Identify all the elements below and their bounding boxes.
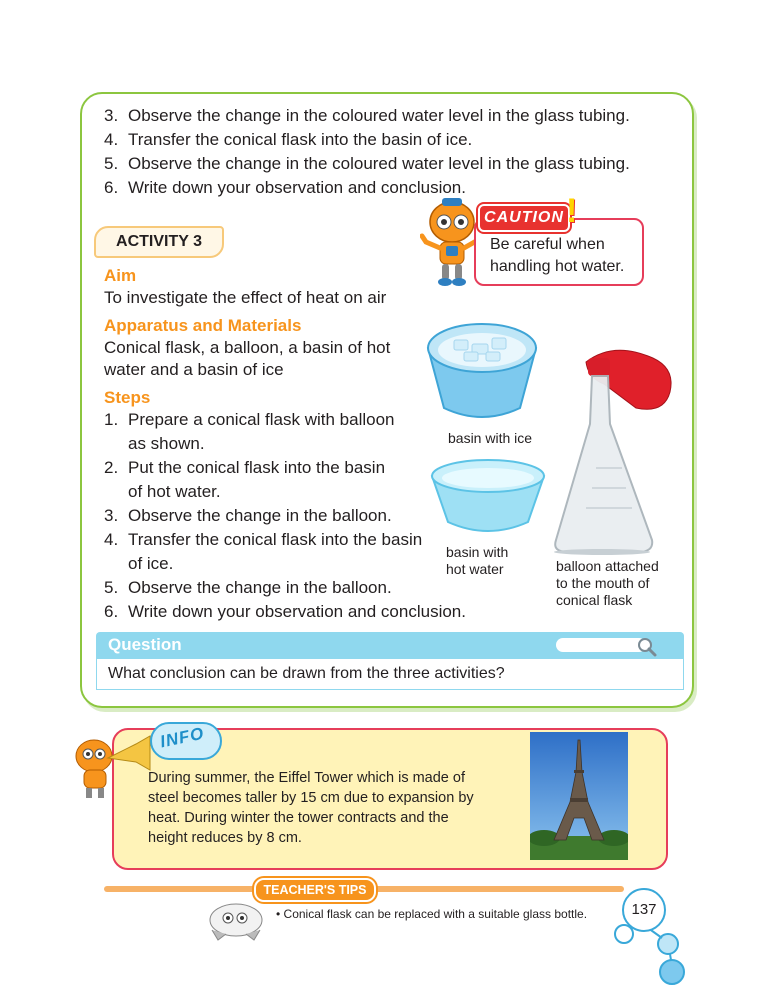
eiffel-tower-photo — [530, 732, 628, 860]
list-item: 4. Transfer the conical flask into the basin of ice. — [104, 130, 473, 149]
steps-list — [104, 408, 466, 624]
question-label: Question — [108, 635, 182, 654]
conical-flask-image — [552, 348, 684, 556]
question-text: What conclusion can be drawn from the three activities? — [108, 665, 505, 682]
caution-text: Be careful when handling hot water. — [490, 236, 625, 275]
aim-text: To investigate the effect of heat on air — [104, 288, 387, 307]
flask-caption: balloon attached to the mouth of conical flask — [556, 558, 659, 608]
teachers-tips-badge: TEACHER'S TIPS — [254, 878, 376, 902]
info-text: During summer, the Eiffel Tower which is made of steel becomes taller by 15 cm due to expansion by heat. During winter the tower contracts and the height reduces by 8 cm. — [148, 770, 474, 846]
exclamation-icon: ! — [566, 192, 578, 230]
apparatus-heading: Apparatus and Materials — [104, 316, 302, 335]
magnifier-icon — [636, 636, 658, 658]
steps-heading: Steps — [104, 388, 151, 407]
mascot-icon — [204, 896, 268, 944]
apparatus-text-line: water and a basin of ice — [104, 360, 284, 379]
list-item-continuation: as shown. — [128, 434, 205, 453]
ice-basin-image — [424, 318, 540, 426]
aim-heading: Aim — [104, 266, 137, 285]
hot-water-basin-caption: basin with hot water — [446, 544, 509, 577]
ice-basin-caption: basin with ice — [448, 430, 533, 446]
list-item: 5. Observe the change in the balloon. — [104, 578, 392, 597]
list-item: 5. Observe the change in the coloured water level in the glass tubing. — [104, 154, 630, 173]
page-number: 137 — [622, 888, 666, 932]
list-item-continuation: of ice. — [128, 554, 174, 573]
previous-steps-list — [104, 104, 630, 200]
list-item: 1. Prepare a conical flask with balloon — [104, 410, 395, 429]
list-item: 4. Transfer the conical flask into the basin — [104, 530, 423, 549]
info-label: INFO — [158, 723, 206, 752]
activity-label: ACTIVITY 3 — [94, 226, 224, 258]
list-item: 3. Observe the change in the coloured water level in the glass tubing. — [104, 106, 630, 125]
apparatus-text-line: Conical flask, a balloon, a basin of hot — [104, 338, 391, 357]
question-decoration — [556, 638, 646, 652]
caution-badge: CAUTION — [478, 204, 570, 232]
hot-water-basin-image — [428, 456, 548, 538]
teachers-tips-text: • Conical flask can be replaced with a suitable glass bottle. — [276, 907, 588, 921]
list-item: 6. Write down your observation and conclusion. — [104, 178, 466, 197]
list-item: 6. Write down your observation and conclusion. — [104, 602, 466, 621]
list-item: 2. Put the conical flask into the basin — [104, 458, 386, 477]
list-item: 3. Observe the change in the balloon. — [104, 506, 392, 525]
trumpet-mascot-icon — [70, 730, 156, 804]
list-item-continuation: of hot water. — [128, 482, 221, 501]
